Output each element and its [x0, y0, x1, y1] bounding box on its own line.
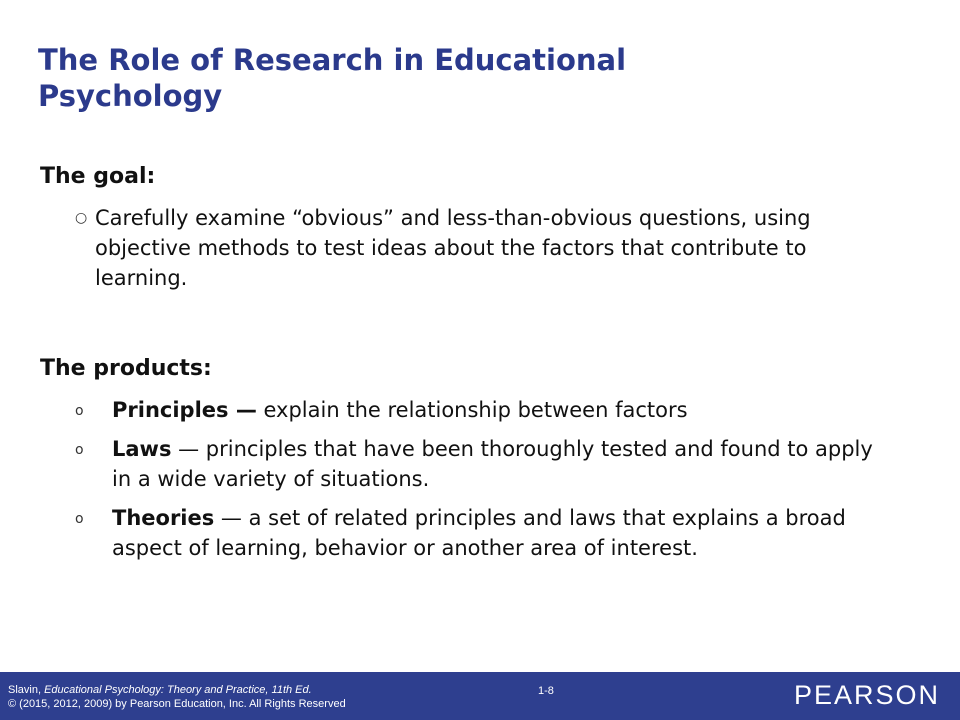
product-item-laws: [75, 434, 895, 494]
products-heading: The products:: [40, 356, 212, 381]
product-description: — a set of related principles and laws that explains a broad aspect of learning, behavior or another area of interest.: [112, 506, 846, 560]
product-content: [112, 395, 895, 425]
product-bullet-icon: o: [75, 403, 84, 419]
footer-copyright: © (2015, 2012, 2009) by Pearson Education, Inc. All Rights Reserved: [8, 698, 346, 710]
product-description: — principles that have been thoroughly tested and found to apply in a wide variety of situations.: [112, 437, 873, 491]
product-item-theories: [75, 503, 895, 563]
product-term: Laws: [112, 437, 172, 461]
goal-heading: The goal:: [40, 164, 156, 189]
product-content: [112, 503, 895, 563]
product-description: explain the relationship between factors: [256, 398, 688, 422]
product-term: Theories: [112, 506, 215, 530]
goal-list-item: [75, 203, 895, 293]
goal-description: Carefully examine “obvious” and less-than-obvious questions, using objective methods to test ideas about the factors that contribute to learning.: [95, 206, 811, 290]
product-term: Principles —: [112, 398, 257, 422]
footer-author: Slavin,: [8, 684, 45, 696]
slide-title-line-1: The Role of Research in Educational: [38, 43, 627, 77]
product-bullet-icon: o: [75, 442, 84, 458]
page-number: 1-8: [538, 685, 554, 697]
slide-title-line-2: Psychology: [38, 79, 223, 113]
products-list: [75, 395, 895, 572]
product-content: [112, 434, 895, 494]
footer-book-title: Educational Psychology: Theory and Practice, 11th Ed.: [44, 684, 312, 696]
footer-credit: [8, 683, 346, 711]
product-bullet-icon: o: [75, 511, 84, 527]
goal-bullet-icon: ○: [75, 210, 88, 226]
pearson-logo: PEARSON: [793, 680, 940, 710]
product-item-principles: [75, 395, 895, 425]
footer-bar: [0, 672, 960, 720]
slide-title: [38, 42, 918, 114]
